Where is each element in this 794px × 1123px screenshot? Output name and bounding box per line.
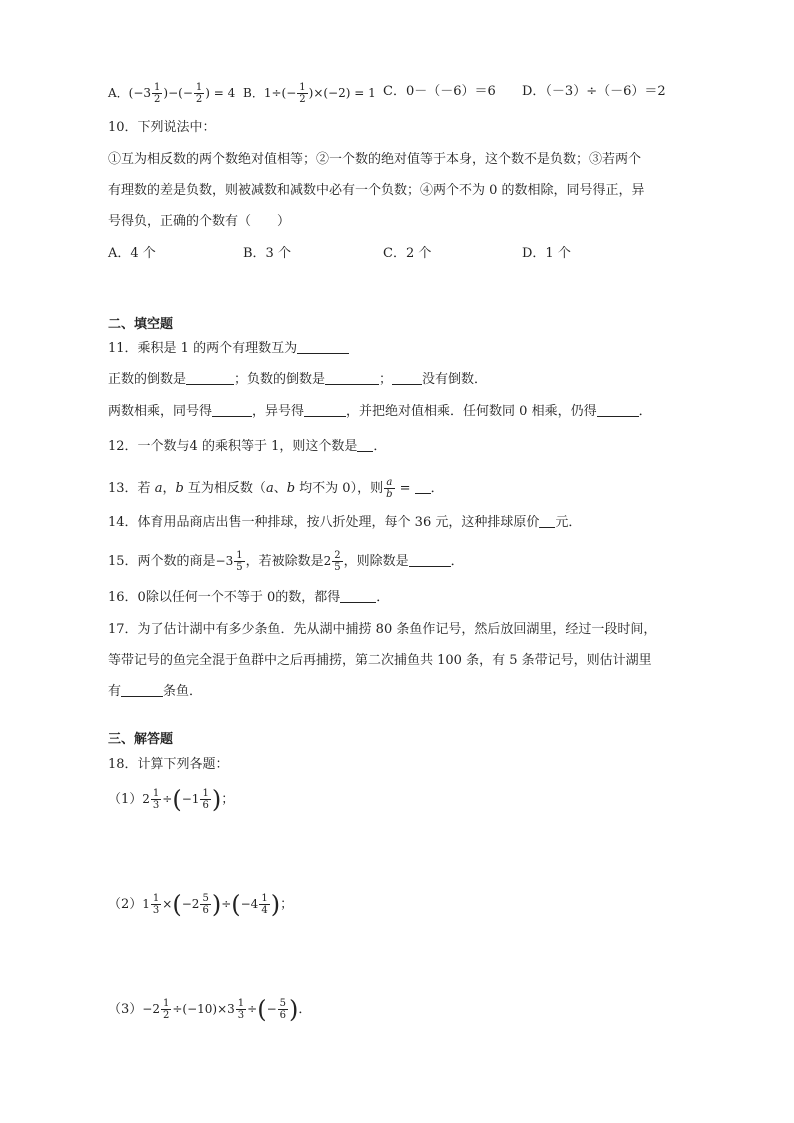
q11-text: ；	[379, 372, 393, 387]
q10-line2: 有理数的差是负数，则被减数和减数中必有一个负数；④两个不为 0 的数相除，同号得正，异	[108, 183, 645, 198]
q9-option-c: C．0－（－6）＝6	[383, 84, 496, 99]
q9-option-b	[243, 82, 376, 105]
q11-line2	[108, 370, 487, 390]
q14-text: 14．体育用品商店出售一种排球，按八折处理，每个 36 元，这种排球原价	[108, 515, 540, 530]
answer-blank[interactable]	[539, 513, 555, 528]
frac-num: 1	[202, 788, 209, 799]
answer-blank[interactable]	[304, 402, 346, 417]
q13-text: =	[395, 481, 415, 496]
q9-option-d: D．（－3）÷（－6）＝2	[522, 84, 666, 99]
frac-den: 6	[202, 800, 209, 811]
q18-part-label: （2）	[108, 897, 143, 912]
answer-blank[interactable]	[415, 479, 431, 494]
right-paren: )	[289, 995, 299, 1024]
answer-blank[interactable]	[121, 682, 163, 697]
q18-part3	[108, 995, 312, 1024]
left-paren: (	[257, 995, 267, 1024]
q9-option-a-label: A．	[108, 86, 129, 100]
q13-text: 均不为 0），则	[295, 481, 384, 496]
frac-den: 4	[261, 905, 268, 916]
q18-fraction	[236, 998, 246, 1021]
q9-a-part3: ) = 4	[205, 86, 236, 100]
q11-text: 正数的倒数是	[108, 372, 187, 387]
q13-var: a	[154, 481, 163, 496]
q18-number: 1	[142, 897, 150, 911]
q16-text: ．	[376, 590, 390, 605]
q18-text: ；	[221, 792, 235, 807]
q15-text: ．	[450, 554, 464, 569]
frac-den: 2	[162, 1010, 170, 1021]
q18-part-label: （3）	[108, 1002, 143, 1017]
q15-fraction2	[332, 550, 342, 573]
q18-text: ；	[280, 897, 294, 912]
q11-text: 11．乘积是 1 的两个有理数互为	[108, 341, 298, 356]
section-title-solve: 三、解答题	[108, 732, 174, 747]
q12-text: 12．一个数与4 的乘积等于 1，则这个数是	[108, 439, 358, 454]
frac-num: 1	[237, 998, 245, 1009]
answer-blank[interactable]	[212, 402, 252, 417]
q18-operator: ÷	[162, 792, 173, 806]
q18-number: −4	[240, 897, 259, 911]
q9-option-b-label: B．	[243, 86, 264, 100]
q18-fraction	[161, 998, 171, 1021]
q12-text: ．	[373, 439, 387, 454]
q13-fraction	[384, 477, 394, 500]
frac-den: 2	[154, 94, 161, 105]
frac-num: a	[384, 477, 394, 489]
q13-text: ．	[430, 481, 444, 496]
q18-fraction	[151, 788, 161, 811]
q11-text: 两数相乘，同号得	[108, 404, 213, 419]
answer-blank[interactable]	[297, 339, 349, 354]
q18-stem: 18．计算下列各题：	[108, 757, 229, 772]
frac-num: 5	[202, 893, 209, 904]
frac-num: 1	[154, 82, 161, 93]
answer-blank[interactable]	[325, 370, 379, 385]
q18-operator: ÷	[247, 1002, 258, 1016]
q17-text: 有	[108, 684, 122, 699]
q15-number: 2	[323, 554, 332, 568]
q10-option-c: C．2 个	[383, 246, 432, 261]
right-paren: )	[270, 890, 281, 919]
frac-den: 6	[279, 1010, 287, 1021]
q18-fraction	[278, 998, 288, 1021]
frac-den: b	[386, 489, 393, 500]
frac-num: 2	[334, 550, 341, 561]
q9-a-part2: )−(−	[163, 86, 193, 100]
q13-var: b	[286, 481, 296, 496]
frac-num: 1	[236, 550, 243, 561]
q13-text: 、	[273, 481, 287, 496]
q18-text: ．	[298, 1002, 312, 1017]
q14-text: 元．	[555, 515, 582, 530]
q18-number: −2	[142, 1002, 160, 1016]
q10-option-b: B．3 个	[243, 246, 291, 261]
q13-var: a	[265, 481, 274, 496]
frac-num: 1	[162, 998, 170, 1009]
answer-blank[interactable]	[392, 370, 422, 385]
q15	[108, 550, 464, 573]
q9-b-part1: 1÷(−	[263, 86, 297, 100]
q10-line1: ①互为相反数的两个数绝对值相等；②一个数的绝对值等于本身，这个数不是负数；③若两个	[108, 152, 642, 167]
q11-text: 没有倒数．	[422, 372, 488, 387]
q17-line2: 等带记号的鱼完全混于鱼群中之后再捕捞，第二次捕鱼共 100 条，有 5 条带记号，则估计湖里	[108, 653, 652, 668]
q9-b-part2: )×(−2) = 1	[308, 86, 376, 100]
q15-text: ，若被除数是	[245, 554, 324, 569]
frac-den: 3	[237, 1010, 245, 1021]
section-title-fill-in: 二、填空题	[108, 317, 174, 332]
frac-den: 3	[152, 800, 160, 811]
left-paren: (	[231, 890, 241, 919]
q18-number: −2	[181, 897, 200, 911]
q12	[108, 437, 386, 457]
q18-part2	[108, 890, 294, 919]
q15-text: 15．两个数的商是	[108, 554, 216, 569]
q11-text: ，并把绝对值相乘．任何数同 0 相乘，仍得	[346, 404, 597, 419]
frac-num: 1	[261, 893, 268, 904]
q13-text: ，	[162, 481, 176, 496]
frac-num: 1	[299, 82, 306, 93]
frac-den: 2	[195, 94, 203, 105]
q18-operator: ÷	[221, 897, 232, 911]
q11-text: ；负数的倒数是	[234, 372, 326, 387]
q16-text: 16．0除以任何一个不等于 0的数，都得	[108, 590, 341, 605]
q18-expression: ÷(−10)×3	[172, 1002, 235, 1016]
q13-text: 互为相反数（	[183, 481, 266, 496]
q10-option-d: D．1 个	[522, 246, 571, 261]
q18-fraction	[151, 893, 161, 916]
q9-a-part1: (−3	[128, 86, 152, 100]
right-paren: )	[211, 785, 222, 814]
q18-fraction	[200, 893, 210, 916]
frac-num: 5	[279, 998, 287, 1009]
q18-operator: ×	[162, 897, 173, 911]
q11-line3	[108, 402, 652, 422]
q15-fraction1	[234, 550, 244, 573]
frac-den: 5	[236, 562, 243, 573]
q18-number: −	[266, 1002, 277, 1016]
frac-den: 3	[152, 905, 160, 916]
q18-fraction	[259, 893, 269, 916]
q9-option-a	[108, 82, 235, 105]
q10-stem: 10．下列说法中：	[108, 120, 216, 135]
frac-den: 2	[299, 94, 306, 105]
frac-num: 1	[152, 893, 160, 904]
q18-part1	[108, 785, 235, 814]
q18-part-label: （1）	[108, 792, 143, 807]
answer-blank[interactable]	[409, 552, 451, 567]
left-paren: (	[172, 785, 182, 814]
q13	[108, 477, 444, 500]
q9-a-fraction2	[194, 82, 204, 105]
answer-blank[interactable]	[357, 437, 373, 452]
q17-line3	[108, 682, 202, 702]
answer-blank[interactable]	[597, 402, 639, 417]
q17-line1: 17．为了估计湖中有多少条鱼．先从湖中捕捞 80 条鱼作记号，然后放回湖里，经过一段时间，	[108, 622, 657, 637]
q18-fraction	[200, 788, 210, 811]
answer-blank[interactable]	[186, 370, 234, 385]
q14	[108, 513, 581, 533]
q13-text: 13．若	[108, 481, 155, 496]
q13-var: b	[175, 481, 184, 496]
q9-a-fraction1	[152, 82, 162, 105]
q15-number: −3	[215, 554, 234, 568]
q16	[108, 588, 389, 608]
frac-den: 5	[334, 562, 341, 573]
answer-blank[interactable]	[340, 588, 376, 603]
q10-line3: 号得负，正确的个数有（ ）	[108, 214, 291, 229]
q9-b-fraction	[297, 82, 307, 105]
q11-line1	[108, 339, 349, 359]
q10-option-a: A．4 个	[108, 246, 156, 261]
q15-text: ，则除数是	[343, 554, 409, 569]
frac-num: 1	[195, 82, 203, 93]
right-paren: )	[211, 890, 222, 919]
left-paren: (	[172, 890, 182, 919]
q11-text: ．	[638, 404, 652, 419]
q18-number: 2	[142, 792, 150, 806]
frac-den: 6	[202, 905, 209, 916]
q18-number: −1	[181, 792, 200, 806]
q11-text: ，异号得	[252, 404, 305, 419]
frac-num: 1	[152, 788, 160, 799]
q17-text: 条鱼．	[163, 684, 203, 699]
